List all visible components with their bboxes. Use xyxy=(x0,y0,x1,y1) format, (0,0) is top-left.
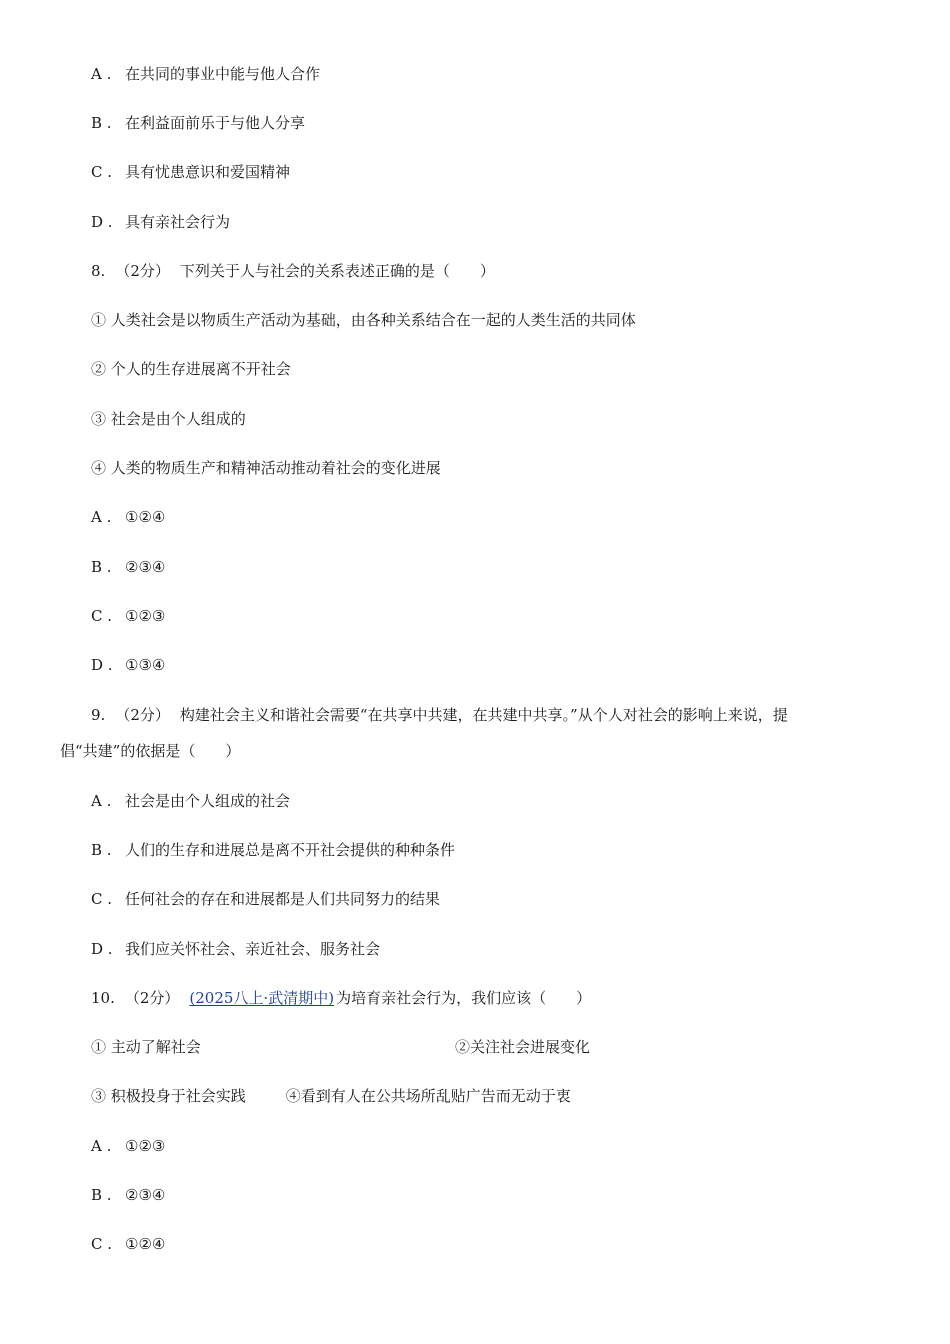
question-number: 9. xyxy=(91,706,106,724)
option-text: 人们的生存和进展总是离不开社会提供的种种条件 xyxy=(125,841,456,859)
option-text: ②③④ xyxy=(125,1186,166,1204)
question-number: 10. xyxy=(91,989,115,1007)
question-score: （2分） xyxy=(115,706,170,724)
q10-option-a[interactable] xyxy=(91,1135,165,1157)
option-letter: A . xyxy=(91,1137,112,1155)
option-letter: B . xyxy=(91,114,112,132)
q8-option-d[interactable] xyxy=(91,654,165,676)
q10-option-b[interactable] xyxy=(91,1184,165,1206)
q9-option-b[interactable] xyxy=(91,839,455,861)
option-text: ①②④ xyxy=(125,1235,166,1253)
q10-statement-row-2 xyxy=(91,1085,571,1107)
q7-option-d[interactable] xyxy=(91,211,230,233)
q8-statement-2: ② 个人的生存进展离不开社会 xyxy=(91,360,291,378)
q8-option-b[interactable] xyxy=(91,556,165,578)
option-text: 具有亲社会行为 xyxy=(125,213,231,231)
option-letter: C . xyxy=(91,163,113,181)
q8-statement-1: ① 人类社会是以物质生产活动为基础，由各种关系结合在一起的人类生活的共同体 xyxy=(91,311,636,329)
option-text: 任何社会的存在和进展都是人们共同努力的结果 xyxy=(125,890,441,908)
option-text: ①②④ xyxy=(125,508,166,526)
question-text: 构建社会主义和谐社会需要“在共享中共建，在共建中共享。”从个人对社会的影响上来说，提 xyxy=(179,706,788,724)
q10-statement-2: ②关注社会进展变化 xyxy=(455,1038,591,1056)
question-number: 8. xyxy=(91,262,106,280)
q7-option-a[interactable] xyxy=(91,63,320,85)
option-text: ①③④ xyxy=(125,656,166,674)
option-letter: B . xyxy=(91,558,112,576)
q8-stem xyxy=(91,260,495,282)
option-text: 社会是由个人组成的社会 xyxy=(125,792,291,810)
q9-option-a[interactable] xyxy=(91,790,290,812)
q10-stem xyxy=(91,987,591,1009)
option-letter: C . xyxy=(91,607,113,625)
option-letter: A . xyxy=(91,65,112,83)
q9-option-d[interactable] xyxy=(91,938,380,960)
option-text: ①②③ xyxy=(125,607,166,625)
question-source-link[interactable]: (2025八上·武清期中) xyxy=(189,989,335,1007)
option-text: 我们应关怀社会、亲近社会、服务社会 xyxy=(125,940,381,958)
option-letter: C . xyxy=(91,1235,113,1253)
q8-statement-3: ③ 社会是由个人组成的 xyxy=(91,410,246,428)
q9-option-c[interactable] xyxy=(91,888,440,910)
q9-stem-line1 xyxy=(91,704,788,726)
q8-option-c[interactable] xyxy=(91,605,165,627)
q10-statement-4: ④看到有人在公共场所乱贴广告而无动于衷 xyxy=(285,1087,571,1105)
option-text: 在利益面前乐于与他人分享 xyxy=(125,114,306,132)
option-text: 在共同的事业中能与他人合作 xyxy=(125,65,321,83)
q10-statement-1: ① 主动了解社会 xyxy=(91,1038,201,1056)
option-letter: D . xyxy=(91,656,113,674)
option-letter: C . xyxy=(91,890,113,908)
q8-option-a[interactable] xyxy=(91,506,165,528)
q8-statement-4: ④ 人类的物质生产和精神活动推动着社会的变化进展 xyxy=(91,459,441,477)
question-score: （2分） xyxy=(115,262,170,280)
option-letter: D . xyxy=(91,213,113,231)
question-text: 为培育亲社会行为，我们应该（ ） xyxy=(336,989,592,1007)
q10-statement-3: ③ 积极投身于社会实践 xyxy=(91,1087,246,1105)
option-letter: A . xyxy=(91,508,112,526)
question-text: 下列关于人与社会的关系表述正确的是（ ） xyxy=(179,262,495,280)
q10-option-c[interactable] xyxy=(91,1233,165,1255)
option-letter: B . xyxy=(91,841,112,859)
option-text: ①②③ xyxy=(125,1137,166,1155)
option-letter: D . xyxy=(91,940,113,958)
option-text: 具有忧患意识和爱国精神 xyxy=(125,163,291,181)
question-score: （2分） xyxy=(124,989,180,1007)
q7-option-b[interactable] xyxy=(91,112,305,134)
q7-option-c[interactable] xyxy=(91,161,290,183)
option-text: ②③④ xyxy=(125,558,166,576)
q9-stem-line2: 倡“共建”的依据是（ ） xyxy=(60,742,241,760)
option-letter: A . xyxy=(91,792,112,810)
option-letter: B . xyxy=(91,1186,112,1204)
